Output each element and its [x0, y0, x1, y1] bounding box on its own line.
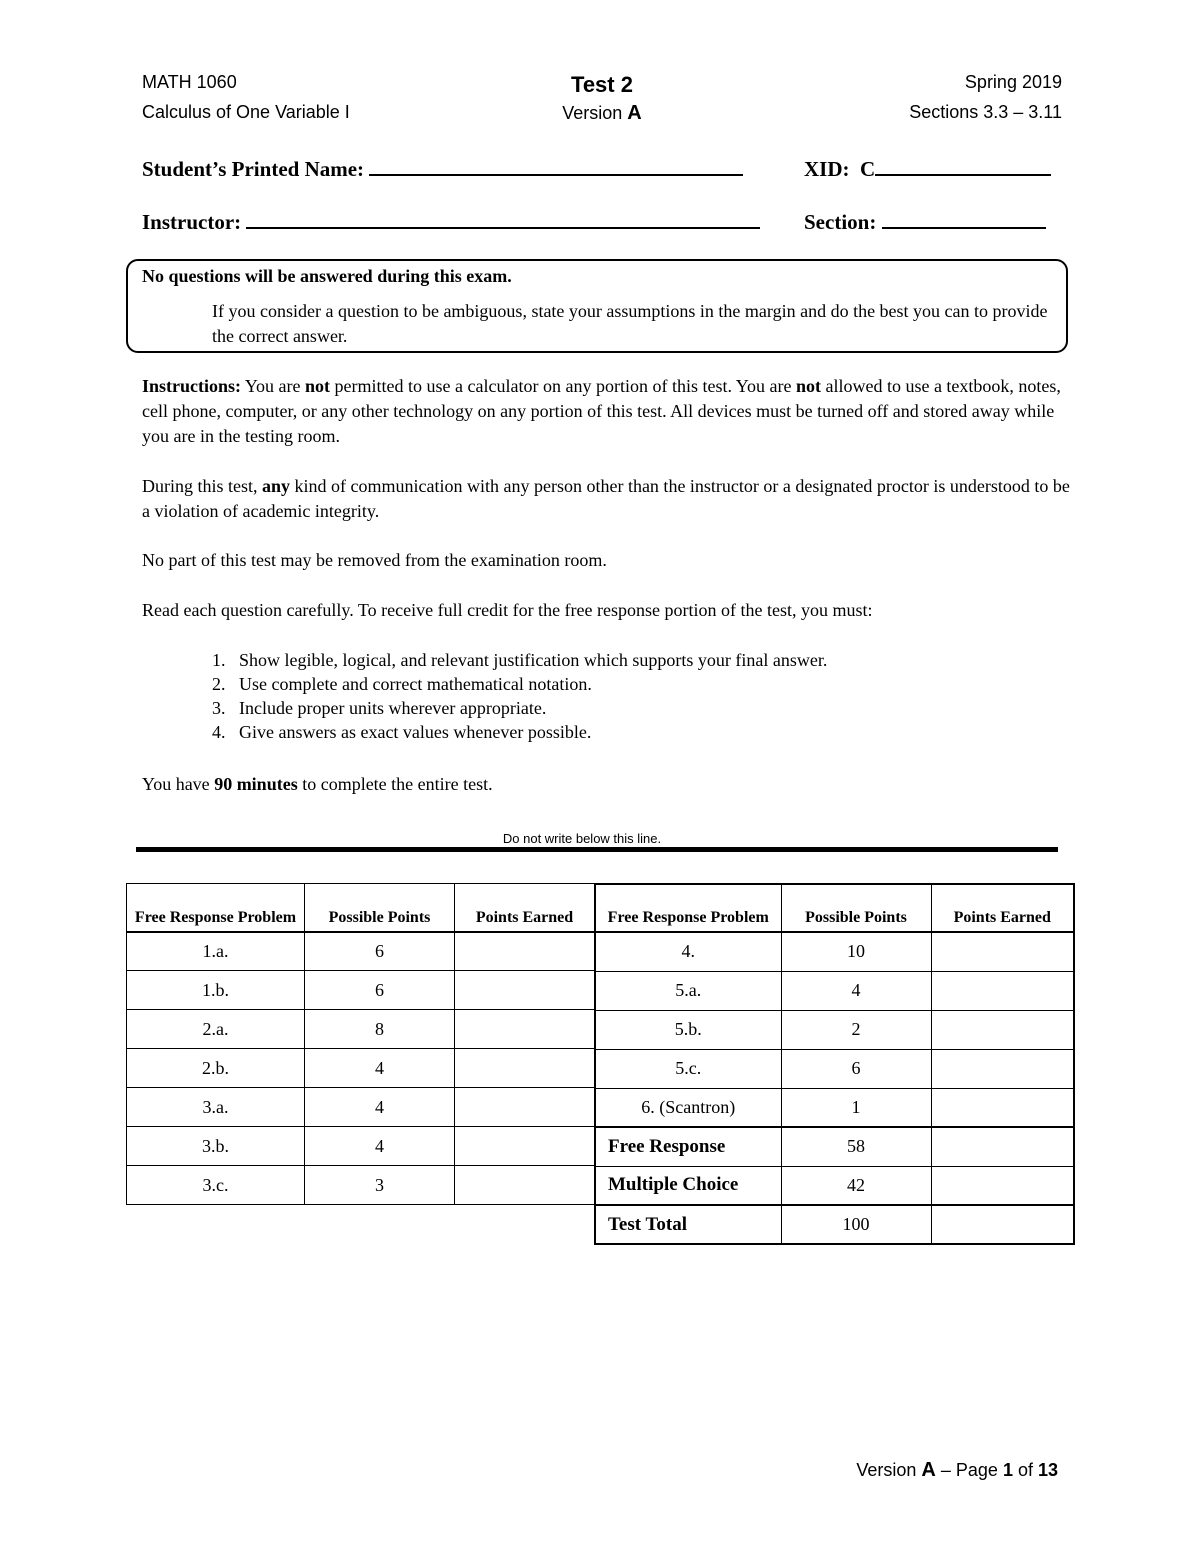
total-label: Free Response [595, 1127, 781, 1166]
points-cell: 2 [781, 1010, 931, 1049]
earned-cell[interactable] [931, 1010, 1074, 1049]
list-text: Use complete and correct mathematical notation. [239, 674, 592, 694]
table-row [127, 1088, 595, 1127]
xid-field[interactable] [804, 156, 1051, 182]
earned-cell[interactable] [931, 1049, 1074, 1088]
name-label: Student’s Printed Name: [142, 157, 365, 181]
problem-cell: 5.c. [595, 1049, 781, 1088]
header-problem: Free Response Problem [127, 884, 305, 932]
footer-page-label: – Page [935, 1460, 1003, 1480]
header-row-1 [142, 72, 1062, 100]
table-row [595, 971, 1074, 1010]
list-item [212, 648, 1012, 672]
text-span: You are [241, 376, 306, 396]
list-text: Include proper units wherever appropriate. [239, 698, 547, 718]
time-paragraph [142, 772, 1072, 797]
sections: Sections 3.3 – 3.11 [909, 102, 1062, 122]
table-row [595, 1010, 1074, 1049]
instructions-lead: Instructions: [142, 376, 242, 396]
total-label: Test Total [595, 1205, 781, 1244]
table-row [127, 1127, 595, 1166]
earned-cell[interactable] [931, 1205, 1074, 1244]
problem-cell: 2.b. [127, 1049, 305, 1088]
problem-cell: 3.a. [127, 1088, 305, 1127]
xid-prefix: C [860, 157, 876, 181]
table-row [127, 1010, 595, 1049]
points-cell: 4 [781, 971, 931, 1010]
header-earned: Points Earned [455, 884, 595, 932]
instructor-label: Instructor: [142, 210, 242, 234]
total-label: Multiple Choice [595, 1166, 781, 1205]
cut-note: Do not write below this line. [502, 831, 662, 846]
problem-cell: 2.a. [127, 1010, 305, 1049]
text-span: kind of communication with any person other than the instructor or a designated proctor is understood to be a violation of academic integrity. [142, 476, 1070, 521]
points-cell: 42 [781, 1166, 931, 1205]
course-code: MATH 1060 [142, 72, 237, 92]
problem-cell: 1.b. [127, 971, 305, 1010]
earned-cell[interactable] [455, 971, 595, 1010]
cut-line [136, 847, 1058, 852]
text-span: permitted to use a calculator on any portion of this test. You are [330, 376, 796, 396]
list-item [212, 672, 1012, 696]
list-number: 3. [212, 698, 226, 718]
course-title: Calculus of One Variable I [142, 102, 350, 122]
section-label: Section: [804, 210, 877, 234]
points-cell: 6 [305, 932, 455, 971]
earned-cell[interactable] [455, 1010, 595, 1049]
list-item [212, 696, 1012, 720]
earned-cell[interactable] [931, 1166, 1074, 1205]
points-cell: 4 [305, 1127, 455, 1166]
table-row [595, 1088, 1074, 1127]
table-header-row [595, 884, 1074, 932]
table-header-row [127, 884, 595, 932]
notice-box [126, 259, 1068, 353]
section-blank[interactable] [882, 209, 1046, 229]
points-cell: 4 [305, 1088, 455, 1127]
footer-version-prefix: Version [856, 1460, 922, 1480]
earned-cell[interactable] [931, 1088, 1074, 1127]
header-possible: Possible Points [305, 884, 455, 932]
header-problem: Free Response Problem [595, 884, 781, 932]
version-letter: A [627, 102, 642, 124]
text-span: During this test, [142, 476, 262, 496]
points-cell: 100 [781, 1205, 931, 1244]
name-blank[interactable] [369, 156, 743, 176]
name-field[interactable] [142, 156, 743, 182]
total-row-test-total [595, 1205, 1074, 1244]
section-field[interactable] [804, 209, 1046, 235]
page-footer [856, 1459, 1058, 1482]
earned-cell[interactable] [931, 971, 1074, 1010]
earned-cell[interactable] [455, 932, 595, 971]
problem-cell: 3.b. [127, 1127, 305, 1166]
points-cell: 10 [781, 932, 931, 971]
points-cell: 4 [305, 1049, 455, 1088]
problem-cell: 5.a. [595, 971, 781, 1010]
problem-cell: 4. [595, 932, 781, 971]
score-table-right [594, 883, 1075, 1245]
notice-title: No questions will be answered during this exam. [142, 266, 512, 286]
notice-body: If you consider a question to be ambiguous, state your assumptions in the margin and do the best you can to provide the correct answer. [212, 301, 1048, 346]
list-number: 4. [212, 722, 226, 742]
time-limit: 90 minutes [214, 774, 298, 794]
header-earned: Points Earned [931, 884, 1074, 932]
earned-cell[interactable] [455, 1088, 595, 1127]
score-table-left [126, 883, 595, 1205]
text-span: allowed to use a textbook, notes, cell phone, computer, or any other technology on any portion of this test. All devices must be turned off and stored away while you are in the testing room. [142, 376, 1061, 446]
footer-of: of [1012, 1460, 1038, 1480]
removal-paragraph: No part of this test may be removed from the examination room. [142, 550, 607, 570]
emphasis-not: not [305, 376, 331, 396]
xid-label: XID: [804, 157, 850, 181]
earned-cell[interactable] [455, 1166, 595, 1205]
list-item [212, 720, 1012, 744]
points-cell: 58 [781, 1127, 931, 1166]
footer-version-letter: A [921, 1459, 936, 1481]
table-row [595, 932, 1074, 971]
earned-cell[interactable] [931, 932, 1074, 971]
total-row-free-response [595, 1127, 1074, 1166]
list-text: Show legible, logical, and relevant justification which supports your final answer. [239, 650, 828, 670]
problem-cell: 3.c. [127, 1166, 305, 1205]
problem-cell: 6. (Scantron) [595, 1088, 781, 1127]
points-cell: 6 [305, 971, 455, 1010]
communication-paragraph [142, 474, 1072, 524]
earned-cell[interactable] [455, 1127, 595, 1166]
points-cell: 6 [781, 1049, 931, 1088]
list-text: Give answers as exact values whenever possible. [239, 722, 592, 742]
read-carefully-paragraph: Read each question carefully. To receive full credit for the free response portion of the test, you must: [142, 600, 873, 620]
version-prefix: Version [562, 103, 628, 123]
footer-page-total: 13 [1037, 1460, 1058, 1480]
problem-cell: 5.b. [595, 1010, 781, 1049]
table-row [595, 1049, 1074, 1088]
text-span: to complete the entire test. [297, 774, 493, 794]
emphasis-any: any [262, 476, 291, 496]
instructor-blank[interactable] [246, 209, 760, 229]
points-cell: 8 [305, 1010, 455, 1049]
total-row-multiple-choice [595, 1166, 1074, 1205]
requirements-list [212, 648, 1012, 744]
xid-blank[interactable] [875, 156, 1051, 176]
text-span: You have [142, 774, 215, 794]
instructions-paragraph [142, 374, 1072, 449]
table-row [127, 1166, 595, 1205]
table-row [127, 1049, 595, 1088]
emphasis-not: not [795, 376, 821, 396]
points-cell: 1 [781, 1088, 931, 1127]
instructor-field[interactable] [142, 209, 760, 235]
table-row [127, 932, 595, 971]
header-row-2 [142, 102, 1062, 130]
earned-cell[interactable] [455, 1049, 595, 1088]
problem-cell: 1.a. [127, 932, 305, 971]
test-title: Test 2 [571, 72, 633, 97]
table-row [127, 971, 595, 1010]
header-possible: Possible Points [781, 884, 931, 932]
term: Spring 2019 [964, 72, 1062, 92]
points-cell: 3 [305, 1166, 455, 1205]
earned-cell[interactable] [931, 1127, 1074, 1166]
footer-page-number: 1 [1002, 1460, 1013, 1480]
list-number: 1. [212, 650, 226, 670]
list-number: 2. [212, 674, 226, 694]
